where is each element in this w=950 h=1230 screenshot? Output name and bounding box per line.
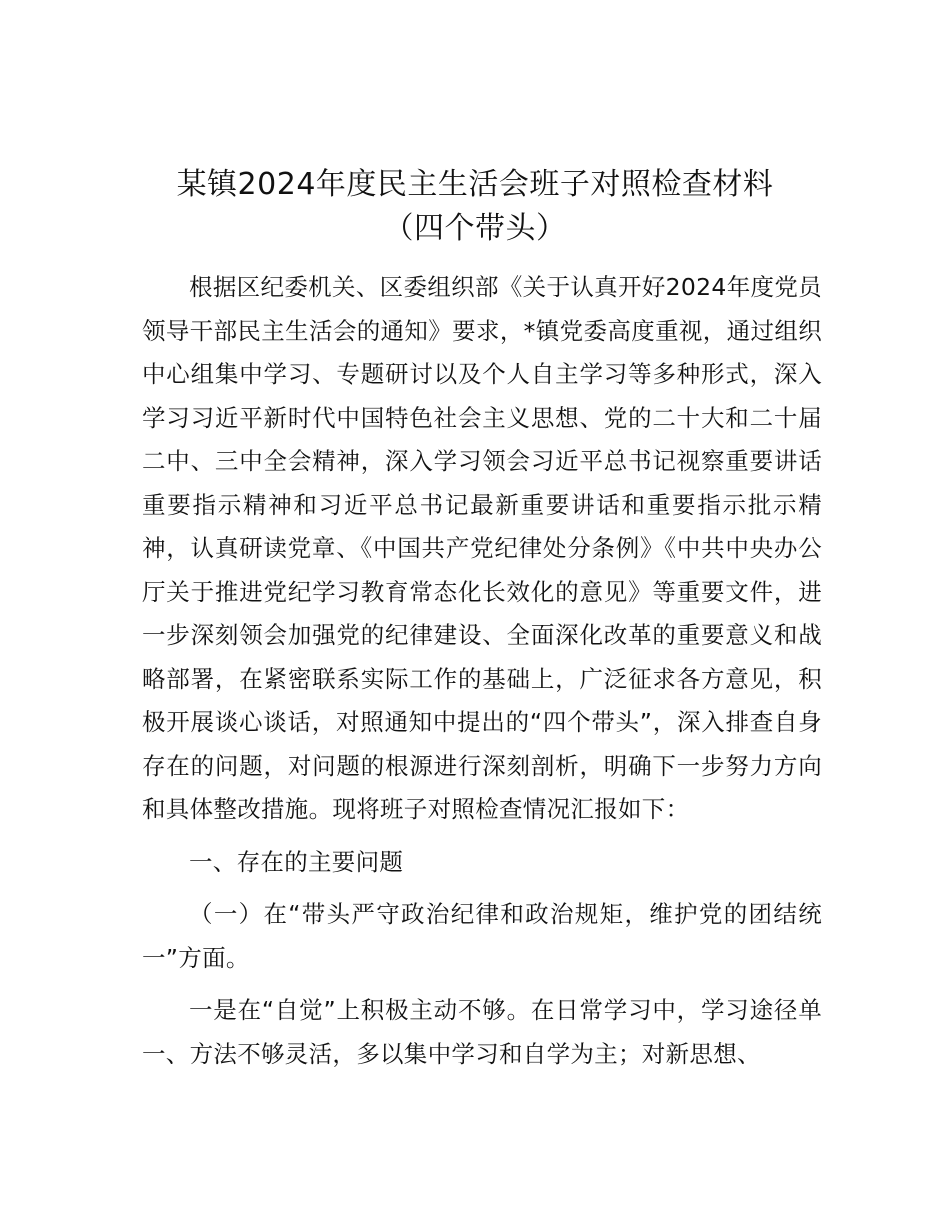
section-heading: 一、存在的主要问题 <box>189 847 404 876</box>
title-line-sub: （四个带头） <box>383 211 567 246</box>
body-paragraph: 一是在“自觉”上积极主动不够。在日常学习中，学习途径单一、方法不够灵活，多以集中学习和自学为主；对新思想、 <box>142 996 822 1068</box>
subsection-heading: （一）在“带头严守政治纪律和政治规矩，维护党的团结统一”方面。 <box>142 900 822 972</box>
title-line-main: 某镇2024年度民主生活会班子对照检查材料 <box>176 167 774 202</box>
document-body <box>142 266 822 1076</box>
document-title <box>0 163 950 251</box>
intro-paragraph: 根据区纪委机关、区委组织部《关于认真开好2024年度党员领导干部民主生活会的通知》要求，*镇党委高度重视，通过组织中心组集中学习、专题研讨以及个人自主学习等多种形式，深入学习习近平新时代中国特色社会主义思想、党的二十大和二十届二中、三中全会精神，深入学习领会习近平总书记视察重要讲话重要指示精神和习近平总书记最新重要讲话和重要指示批示精神，认真研读党章、《中国共产党纪律处分条例》《中共中央办公厅关于推进党纪学习教育常态化长效化的意见》等重要文件，进一步深刻领会加强党的纪律建设、全面深化改革的重要意义和战略部署，在紧密联系实际工作的基础上，广泛征求各方意见，积极开展谈心谈话，对照通知中提出的“四个带头”，深入排查自身存在的问题，对问题的根源进行深刻剖析，明确下一步努力方向和具体整改措施。现将班子对照检查情况汇报如下： <box>142 273 822 823</box>
